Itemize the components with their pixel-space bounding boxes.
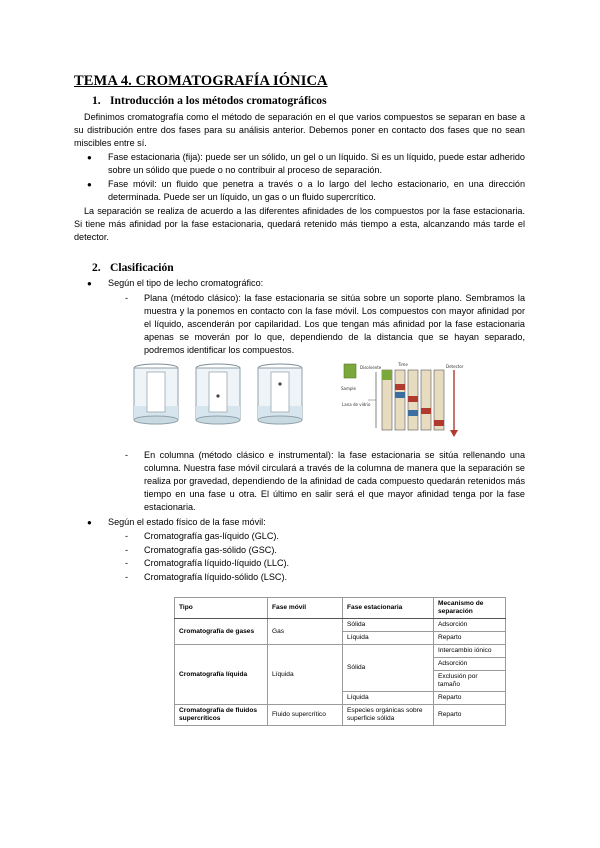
beaker-1 bbox=[134, 364, 178, 424]
cell-mec-intercambio: Intercambio iónico bbox=[434, 645, 506, 658]
type-item-lsc bbox=[125, 571, 288, 584]
cell-movil-liquida: Líquida bbox=[268, 645, 343, 705]
type-text: Cromatografía líquido-líquido (LLC). bbox=[144, 558, 290, 568]
dash-marker: - bbox=[125, 558, 129, 568]
bullet-text: Fase estacionaria (fija): puede ser un sólido, un gel o un líquido. Si es un líquido, puede estar adherido sobre un sólido que puede o no contribuir al proceso de separación. bbox=[108, 152, 525, 175]
bullet-fase-movil bbox=[87, 178, 525, 204]
cell-est-solida: Sólida bbox=[343, 619, 434, 632]
document-title: TEMA 4. CROMATOGRAFÍA IÓNICA bbox=[74, 73, 328, 89]
dash-marker: - bbox=[125, 531, 129, 541]
column-tubes bbox=[382, 370, 444, 430]
table-row bbox=[175, 619, 506, 632]
cell-mec-exclusion: Exclusión por tamaño bbox=[434, 671, 506, 692]
section-1-number: 1. bbox=[92, 94, 101, 107]
dash-marker: - bbox=[125, 450, 129, 460]
planar-chromatography-figure bbox=[130, 360, 306, 430]
header-tipo: Tipo bbox=[175, 598, 268, 619]
bullet-dot-icon: ● bbox=[87, 180, 92, 189]
section-2-heading bbox=[92, 261, 174, 274]
bullet-dot-icon: ● bbox=[87, 518, 92, 527]
dash-text: Plana (método clásico): la fase estacionaria se sitúa sobre un soporte plano. Sembramos la muestra y la ponemos en contacto con la fase móvil. Los compuestos con mayor afinidad por el líquido, ascenderán por capilaridad. Los que tengan más afinidad por la fase estacionaria apenas se moverán por lo que, dependiendo de la distancia que se hayan separado, podremos identificar los compuestos. bbox=[144, 293, 525, 355]
detector-label: Detector bbox=[446, 364, 464, 369]
dash-marker: - bbox=[125, 293, 129, 303]
header-fase-movil: Fase móvil bbox=[268, 598, 343, 619]
cell-tipo-liquida: Cromatografía líquida bbox=[175, 645, 268, 705]
dash-marker: - bbox=[125, 572, 129, 582]
dash-item-columna bbox=[125, 449, 525, 514]
intro-paragraph: Definimos cromatografía como el método de separación en el que varios compuestos se separan en base a su distribución entre dos fases para su análisis anterior. Debemos poner en contacto dos fases que no sean miscibles entre sí. bbox=[74, 112, 525, 148]
bullet-dot-icon: ● bbox=[87, 279, 92, 288]
cell-tipo-supercritico: Cromatografía de fluidos supercríticos bbox=[175, 705, 268, 726]
cell-mec-reparto: Reparto bbox=[434, 692, 506, 705]
table-header-row bbox=[175, 598, 506, 619]
cell-est-solida: Sólida bbox=[343, 645, 434, 692]
dash-text: En columna (método clásico e instrumental): la fase estacionaria se sitúa rellenando una columna. Nuestra fase móvil circulará a través de la columna de manera que la separación se realiza por gravedad, dependiendo de la afinidad de cada compuesto quedarán retenidos más tiempo en una fase u otra. El último en salir será el que mayor afinidad tenga por la fase estacionaria. bbox=[144, 450, 525, 512]
bullet-fase-estacionaria bbox=[87, 151, 525, 177]
bullet-text: Según el tipo de lecho cromatográfico: bbox=[108, 278, 264, 288]
table-row bbox=[175, 645, 506, 658]
beaker-2 bbox=[196, 364, 240, 424]
type-item-gsc bbox=[125, 544, 277, 557]
type-text: Cromatografía líquido-sólido (LSC). bbox=[144, 572, 288, 582]
cell-est-liquida: Líquida bbox=[343, 632, 434, 645]
type-item-llc bbox=[125, 557, 290, 570]
cell-movil-gas: Gas bbox=[268, 619, 343, 645]
section-1-heading bbox=[92, 94, 327, 107]
column-chromatography-figure bbox=[338, 360, 468, 440]
cell-mec-adsorcion: Adsorción bbox=[434, 619, 506, 632]
bullet-dot-icon: ● bbox=[87, 153, 92, 162]
closing-paragraph: La separación se realiza de acuerdo a las diferentes afinidades de los compuestos por la fase estacionaria. Si tiene más afinidad por la fase estacionaria, quedará retenido más tiempo a esta, alcanzando más tarde el detector. bbox=[74, 206, 525, 242]
bullet-text: Según el estado físico de la fase móvil: bbox=[108, 517, 266, 527]
section-1-title: Introducción a los métodos cromatográficos bbox=[110, 94, 327, 107]
time-label: Time bbox=[398, 362, 408, 367]
type-text: Cromatografía gas-sólido (GSC). bbox=[144, 545, 277, 555]
cell-mec-adsorcion: Adsorción bbox=[434, 658, 506, 671]
bullet-text: Fase móvil: un fluido que penetra a través o a lo largo del lecho estacionario, en una dirección determinada. Puede ser un líquido, un gas o un fluido supercrítico. bbox=[108, 179, 525, 202]
chromatography-table bbox=[174, 597, 506, 726]
dash-item-plana bbox=[125, 292, 525, 357]
disolvente-label: Disolvente bbox=[360, 365, 382, 370]
cell-movil-supercritico: Fluido supercrítico bbox=[268, 705, 343, 726]
table-row bbox=[175, 705, 506, 726]
cell-est-organicas: Especies orgánicas sobre superficie sólida bbox=[343, 705, 434, 726]
section-2-number: 2. bbox=[92, 261, 101, 274]
cell-mec-reparto: Reparto bbox=[434, 705, 506, 726]
bullet-estado-fisico bbox=[87, 516, 266, 529]
sample-label: Sample bbox=[341, 386, 356, 391]
cell-tipo-gases: Cromatografía de gases bbox=[175, 619, 268, 645]
cell-est-liquida: Líquida bbox=[343, 692, 434, 705]
dash-marker: - bbox=[125, 545, 129, 555]
cell-mec-reparto: Reparto bbox=[434, 632, 506, 645]
type-item-glc bbox=[125, 530, 279, 543]
bullet-lecho bbox=[87, 277, 264, 290]
beaker-3 bbox=[258, 364, 302, 424]
header-fase-estacionaria: Fase estacionaria bbox=[343, 598, 434, 619]
lana-label: Lana de vidrio bbox=[342, 402, 371, 407]
section-2-title: Clasificación bbox=[110, 261, 174, 274]
type-text: Cromatografía gas-líquido (GLC). bbox=[144, 531, 279, 541]
header-mecanismo: Mecanismo de separación bbox=[434, 598, 506, 619]
